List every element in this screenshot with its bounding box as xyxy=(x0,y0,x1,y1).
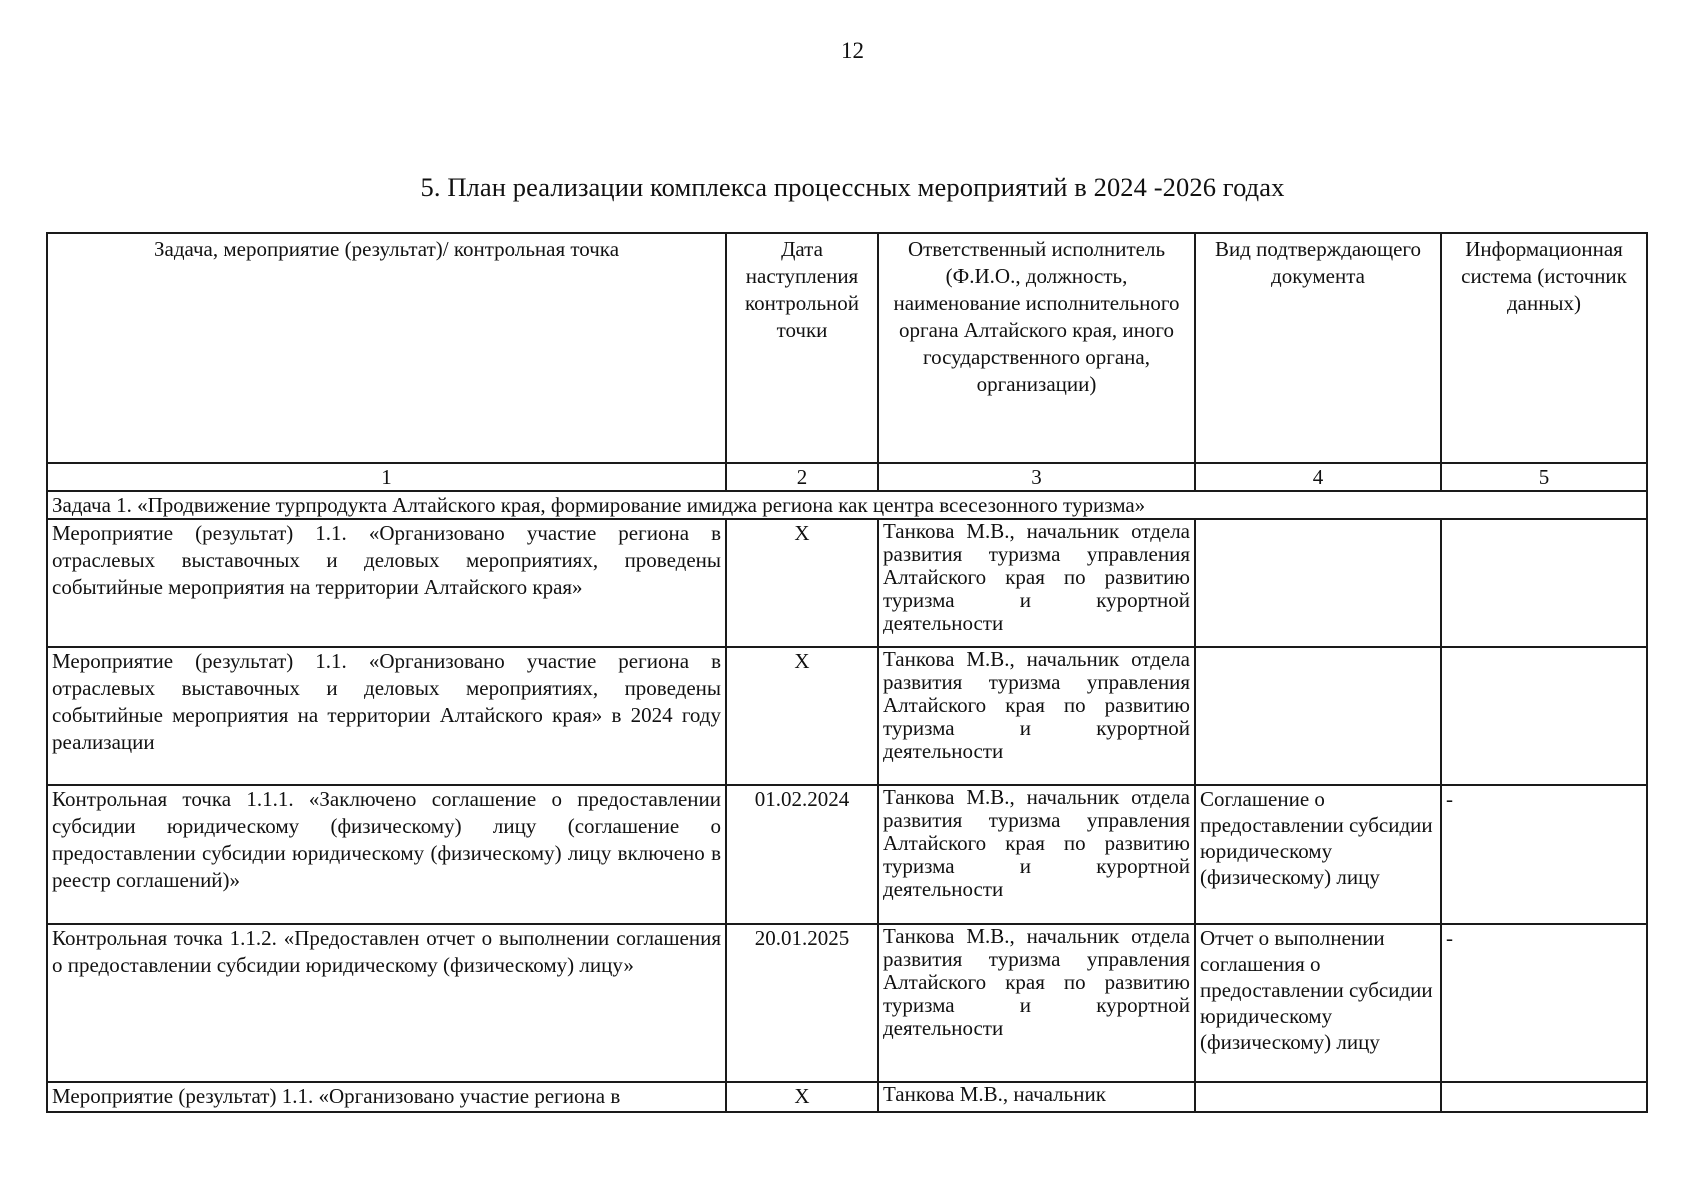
confirming-document xyxy=(1195,1082,1441,1112)
column-number: 5 xyxy=(1441,463,1647,491)
plan-table xyxy=(46,232,1648,1113)
responsible-executor: Танкова М.В., начальник xyxy=(878,1082,1195,1112)
information-system: - xyxy=(1441,924,1647,1082)
information-system xyxy=(1441,647,1647,785)
section-title: 5. План реализации комплекса процессных мероприятий в 2024 -2026 годах xyxy=(420,172,1285,202)
information-system xyxy=(1441,519,1647,647)
column-number-row xyxy=(47,463,1647,491)
column-number: 4 xyxy=(1195,463,1441,491)
information-system: - xyxy=(1441,785,1647,924)
table-row xyxy=(47,924,1647,1082)
information-system xyxy=(1441,1082,1647,1112)
table-row xyxy=(47,647,1647,785)
responsible-executor: Танкова М.В., начальник отдела развития туризма управления Алтайского края по развитию туризма и курортной деятельности xyxy=(878,785,1195,924)
header-system: Информационная система (источник данных) xyxy=(1441,233,1647,463)
header-date: Дата наступления контрольной точки xyxy=(726,233,878,463)
header-task: Задача, мероприятие (результат)/ контрольная точка xyxy=(47,233,726,463)
table-row xyxy=(47,519,1647,647)
column-number: 1 xyxy=(47,463,726,491)
task-title: Задача 1. «Продвижение турпродукта Алтайского края, формирование имиджа региона как центра всесезонного туризма» xyxy=(47,491,1647,519)
confirming-document: Соглашение о предоставлении субсидии юридическому (физическому) лицу xyxy=(1195,785,1441,924)
responsible-executor: Танкова М.В., начальник отдела развития туризма управления Алтайского края по развитию туризма и курортной деятельности xyxy=(878,647,1195,785)
checkpoint-date: Х xyxy=(726,647,878,785)
column-number: 2 xyxy=(726,463,878,491)
header-responsible: Ответственный исполнитель (Ф.И.О., должность, наименование исполнительного органа Алтайского края, иного государственного органа, организации) xyxy=(878,233,1195,463)
event-name: Мероприятие (результат) 1.1. «Организовано участие региона в отраслевых выставочных и деловых мероприятиях, проведены событийные мероприятия на территории Алтайского края» xyxy=(47,519,726,647)
task-row xyxy=(47,491,1647,519)
checkpoint-date: Х xyxy=(726,519,878,647)
responsible-executor: Танкова М.В., начальник отдела развития туризма управления Алтайского края по развитию туризма и курортной деятельности xyxy=(878,519,1195,647)
checkpoint-date: 20.01.2025 xyxy=(726,924,878,1082)
column-number: 3 xyxy=(878,463,1195,491)
table-row xyxy=(47,1082,1647,1112)
checkpoint-date: 01.02.2024 xyxy=(726,785,878,924)
event-name: Мероприятие (результат) 1.1. «Организовано участие региона в xyxy=(47,1082,726,1112)
header-row xyxy=(47,233,1647,463)
checkpoint-name: Контрольная точка 1.1.2. «Предоставлен отчет о выполнении соглашения о предоставлении субсидии юридическому (физическому) лицу» xyxy=(47,924,726,1082)
page-number: 12 xyxy=(841,38,864,63)
checkpoint-date: Х xyxy=(726,1082,878,1112)
confirming-document: Отчет о выполнении соглашения о предоставлении субсидии юридическому (физическому) лицу xyxy=(1195,924,1441,1082)
confirming-document xyxy=(1195,647,1441,785)
responsible-executor: Танкова М.В., начальник отдела развития туризма управления Алтайского края по развитию туризма и курортной деятельности xyxy=(878,924,1195,1082)
header-document: Вид подтверждающего документа xyxy=(1195,233,1441,463)
checkpoint-name: Контрольная точка 1.1.1. «Заключено соглашение о предоставлении субсидии юридическому (физическому) лицу (соглашение о предоставлении субсидии юридическому (физическому) лицу включено в реестр соглашений)» xyxy=(47,785,726,924)
event-name: Мероприятие (результат) 1.1. «Организовано участие региона в отраслевых выставочных и деловых мероприятиях, проведены событийные мероприятия на территории Алтайского края» в 2024 году реализации xyxy=(47,647,726,785)
table-row xyxy=(47,785,1647,924)
confirming-document xyxy=(1195,519,1441,647)
